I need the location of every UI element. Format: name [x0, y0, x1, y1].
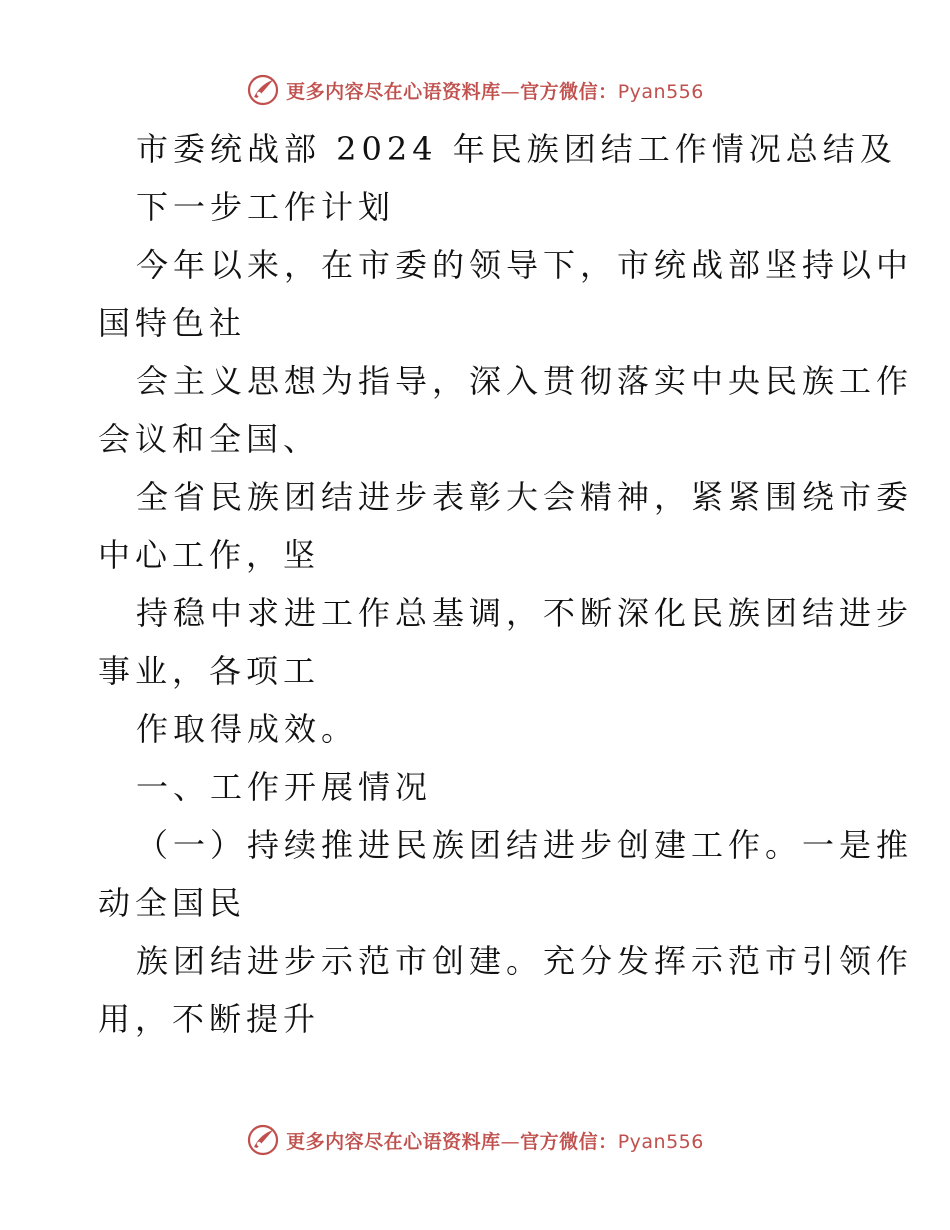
watermark-footer	[0, 1120, 950, 1160]
pen-logo-icon	[246, 73, 280, 107]
watermark-main-text: 更多内容尽在心语资料库	[286, 80, 501, 103]
document-title-line-2: 下一步工作计划	[136, 188, 396, 226]
paragraph-line: 作取得成效。	[136, 710, 359, 748]
paragraph-line: 今年以来，在市委的领导下，市统战部坚持以中	[136, 246, 914, 284]
watermark-main-text: 更多内容尽在心语资料库	[286, 1130, 501, 1153]
watermark-separator: —	[500, 1130, 521, 1153]
document-title-line-1: 市委统战部 2024 年民族团结工作情况总结及	[136, 130, 897, 168]
paragraph-line: 事业，各项工	[98, 652, 321, 690]
paragraph-line: 国特色社	[98, 304, 247, 342]
paragraph-line: 动全国民	[98, 884, 247, 922]
watermark-text	[286, 1127, 704, 1154]
watermark-separator: —	[500, 80, 521, 103]
subsection-line: （一）持续推进民族团结进步创建工作。一是推	[136, 826, 914, 864]
paragraph-line: 用，不断提升	[98, 1000, 321, 1038]
document-body	[98, 120, 914, 1048]
paragraph-line: 持稳中求进工作总基调，不断深化民族团结进步	[136, 594, 914, 632]
watermark-wechat-id: Pyan556	[617, 1130, 704, 1153]
watermark-wechat-id: Pyan556	[617, 80, 704, 103]
section-heading: 一、工作开展情况	[136, 768, 433, 806]
watermark-wechat-label: 官方微信：	[520, 80, 618, 103]
watermark-header	[0, 70, 950, 110]
pen-logo-icon	[246, 1123, 280, 1157]
paragraph-line: 族团结进步示范市创建。充分发挥示范市引领作	[136, 942, 914, 980]
paragraph-line: 会议和全国、	[98, 420, 321, 458]
paragraph-line: 中心工作，坚	[98, 536, 321, 574]
watermark-text	[286, 77, 704, 104]
watermark-wechat-label: 官方微信：	[520, 1130, 618, 1153]
paragraph-line: 全省民族团结进步表彰大会精神，紧紧围绕市委	[136, 478, 914, 516]
paragraph-line: 会主义思想为指导，深入贯彻落实中央民族工作	[136, 362, 914, 400]
